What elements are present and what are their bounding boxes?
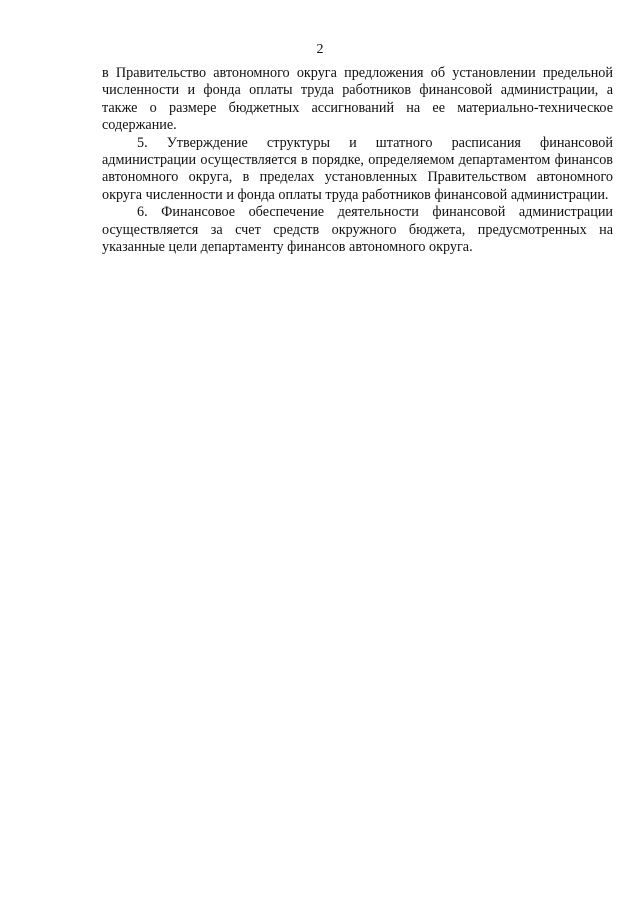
paragraph-item-5: 5. Утверждение структуры и штатного расписания финансовой администрации осуществляется в порядке, определяемом департаментом финансов автономного округа, в пределах установленных Правительством автономного округа численности и фонда оплаты труда работников финансовой администрации.	[102, 134, 613, 203]
document-body	[102, 65, 613, 256]
paragraph-continuation: в Правительство автономного округа предложения об установлении предельной численности и фонда оплаты труда работников финансовой администрации, а также о размере бюджетных ассигнований на ее материально-техническое содержание.	[102, 65, 613, 134]
paragraph-item-6: 6. Финансовое обеспечение деятельности финансовой администрации осуществляется за счет средств окружного бюджета, предусмотренных на указанные цели департаменту финансов автономного округа.	[102, 204, 613, 256]
page-number: 2	[316, 42, 324, 57]
